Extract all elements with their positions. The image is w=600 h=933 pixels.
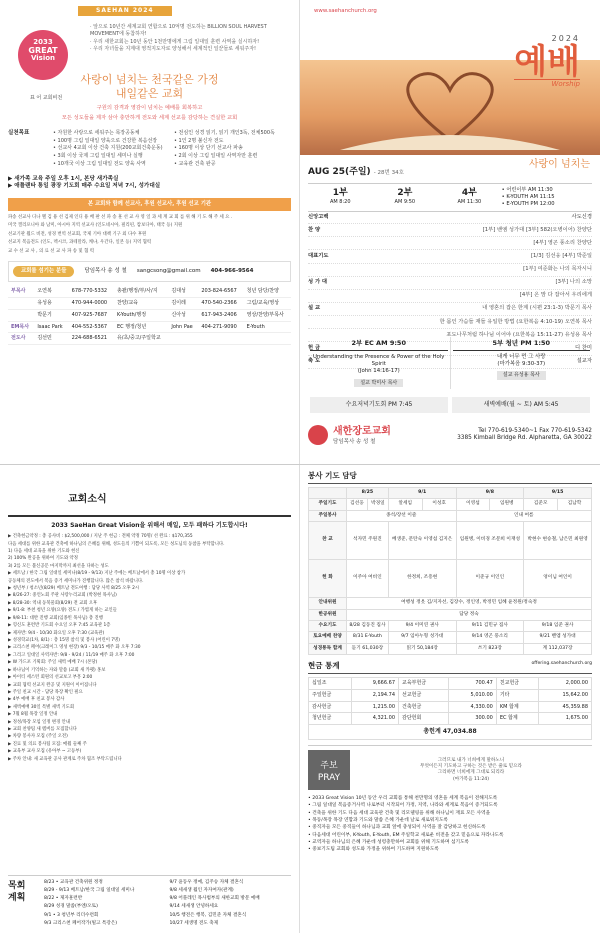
table-row: 십일조 9,666.67 교육부헌금 700.47 친교헌금 2,000.00 xyxy=(309,678,592,690)
prayer-title: 봉사 기도 담당 xyxy=(308,471,592,484)
email-link[interactable]: sangcsong@gmail.com xyxy=(136,267,201,274)
news-subtitle: 2033 SaeHan Great Vision을 위해서 매일, 모두 패하다 기도합시다! xyxy=(51,522,248,529)
list-item: 축 도 설교자 xyxy=(308,356,592,369)
worship-panel xyxy=(300,0,600,464)
table-row: EM목사 Isaac Park 404-552-5367 EC 행정/청년 John Pae 404-271-9090 E-Youth xyxy=(8,321,291,333)
offering-title: 현금 통계 offering.saehanchurch.org xyxy=(308,661,592,674)
offering-link[interactable]: offering.saehanchurch.org xyxy=(531,660,592,666)
service-panel xyxy=(300,465,600,933)
vision-panel xyxy=(0,0,300,464)
pray-badge: 주보 PRAY xyxy=(308,750,350,790)
table-row: 감사헌금 1,215.00 건축헌금 4,330.00 KM 합계 45,359.88 xyxy=(309,701,592,713)
table-row: 토요예배 찬양 8/31 E-Youth 9/7 임아누형 성가대 9/14 영곤 풍소리 9/21 밴엠 성가대 xyxy=(309,632,592,643)
slogan-sub-1: 구원의 감격과 영감이 넘치는 예배를 회복하고 xyxy=(96,104,203,111)
prayer-verse: 주보 PRAY 그러므로 내가 너희에게 말하노니 무엇이든지 기도하고 구하는 것은 받은 줄로 믿으라 그리하면 너희에게 그대로 되리라 (마가복음 11:24) xyxy=(308,745,592,790)
table-row: 수요기도 8/28 김동진 집사 9/4 이미연 권사 9/11 김민규 집사 9/18 임준 권사 xyxy=(309,620,592,631)
list-item: 포도나무처럼 하나님 이어야 (요한복음 15:11-27) 유성용 목사 xyxy=(308,329,592,342)
great-vision-logo: 2033 GREAT Vision xyxy=(18,30,68,80)
offering-table xyxy=(308,677,592,725)
vision-bullets: · 앞으로 10년간 세계교회 연합으로 10억명 전도하는 BILLION SOUL HARVEST MOVEMENT에 동참하자! · 우리 새한교회는 10년 동안 1천만명에게 그림 일대일 훈련 사역을 실시하자! · 우리 자녀들을 지계대 영적지도자로 양성해서 세계적인 일꾼들로 세워주자! xyxy=(90,24,267,53)
worship-title: 2024 예배 Worship xyxy=(514,34,580,88)
service-date: AUG 25(주일) - 28번 34호 xyxy=(308,167,404,177)
offering-total: 총헌계 47,034.88 xyxy=(308,725,592,740)
date-slogan: 사랑이 넘치는 xyxy=(528,159,590,170)
pastoral-plan: 목회 계획 8/23 • 교육관 건축위원 정정 9/7 윤동우 정예, 김주승 자체 결혼식 8/29 - 9/13 베트남/한국 그림 일대일 세미나 9/8 세새생 월인 자자여자(관계) 8/22 • 제자훈련반 9/8 어플레인 목사범부의 새한교회 방문 예배 8/29 성경 말씀(부엔/오토) 9/14 세새생 안녕하세요 9/1 • 3 청년부 리더수련회 10/5 행전은 행복, 김민준 자체 결혼식 9/3 크리스천 페어작가(빌고 특강은) 10/27 세생명 전도 축제 xyxy=(8,875,291,927)
staff-table xyxy=(8,286,291,345)
mission-bar: 본 교회와 함께 선교사, 후원 선교사, 후원 선교 기관 xyxy=(8,198,291,211)
announcements: ▶ 새가족 교육 주일 오후 1시, 본당 새가족실 ▶ 애틀랜타 통일 광장 기도회 매주 수요일 저녁 7시, 성가대실 xyxy=(8,175,161,190)
staff-header: 교회를 섬기는 분들 담임목사 송 성 철 sangcsong@gmail.com 404-966-9564 xyxy=(8,261,291,282)
prayer-topics: • 2033 Great Vision 10년 동안 우리 교회를 통해 천만명의 영혼을 세계 복음이 전해지도록 • 그림 일대일 복음증거사역 나로부터 시작되어 가정, 지역, 나라와 세계로 복음이 증거되도록 • 건축을 위한 기도 다음 세대 교육관 건축 및 리모델링을 위해 하나님이 재료 모든 사역을 • 목동/목장 목장 연합과 기도와 말씀 은혜 가운데 날로 새로워지도록 • 중직자들 모든 중직들이 하나님과 교회 앞에 충성되이 사역을 잘 감당하고 헌신하도록 • 다음세대 어린이부, K-Youth, E-Youth, EM 주일학교 새로운 비전을 갖고 믿음으로 자라나도록 • 교역자들 하나님의 은혜 가운데 성령충만하여 교회를 위해 기도하며 섬기도록 • 중보기도팀 교회와 성도와 가정을 위하여 기도하며 지원하도록 xyxy=(308,796,504,853)
list-item: 찬 양 [1부] 밴엠 성가대 [3부] 582(오병이어) 찬양단 xyxy=(308,224,592,237)
news-panel xyxy=(0,465,300,933)
table-row: 찬 교 석자민 주원진 베생준, 문탄숙 이영섭 김지은 임원병, 이비경 조문희 이재성 박현수 현승철, 남은민 최원영 xyxy=(309,522,592,560)
table-row: 주일기도 김선웅 박경일 알세임 이성호 이영섭 임원병 김준모 김남학 xyxy=(309,499,592,510)
duty-table: 8/25 9/1 9/8 9/15 주일기도 김선웅 박경일 알세임 이성호 이영섭 임원병 김준모 김남학 주일봉사 종석/장선 이즐 인내 여름 찬 교 석자민 주원진 베생준, 문탄숙 이영섭 김지은 임원병, 이비경 조문희 이재성 박현수 현승철, 남은민 최원영 헌 화 이주아 여비인 한정희, 조흥현 이준규 이인인 엉이님 여인이 안내위원 여행성 정옷 김/지자선, 김장수, 정인영, 박정민 임혜 윤정원/정숙정 한공위원 담당 정숙 수요기도 8/28 김동진 집사 9/4 이미연 권사 9/11 김민규 집사 9/18 임준 권사 토요예배 찬양 8/31 E-Youth 9/7 임아누형 성가대 9/14 영곤 풍소리 9/21 밴엠 성가대 성경통독 합계 듣기 61,030장 읽기 50,184장 쓰기 823장 계 112,037장 xyxy=(308,487,592,655)
table-row: 성경통독 합계 듣기 61,030장 읽기 50,184장 쓰기 823장 계 112,037장 xyxy=(309,643,592,654)
slogan-sub-2: 모든 성도들을 제자 삼아 충만하게 전도와 세계 선교를 감당하는 견실한 교회 xyxy=(61,114,238,121)
list-item: [1부] 여준화는 나의 목자시니 xyxy=(308,264,592,277)
saehan-badge: SAEHAN 2024 xyxy=(78,6,172,16)
news-title: 교회소식 xyxy=(68,494,107,506)
church-footer: 새한장로교회 담임목사 송 성 철 Tel 770-619-5340~1 Fax 770-619-5342 3385 Kimball Bridge Rd. Alpharetta, GA 30022 xyxy=(308,425,592,446)
news-list: ▶ 건축헌금약정 : 총 공사비 : $2,500,000 / 지난 주 헌금 : 전체 약정 70명/ 선 완료 : $170,355 다음 세대를 위한 교육관 건축에 하나님의 은혜를 위해, 성도들의 기쁨이 되도록, 모든 성도님의 동참을 부탁합니다. 1) 다음 세대 교육을 위한 기도와 헌신 2) 100% 완공을 위하여 기도와 약정 3) 2를 모든 불신공문 마지막까지 최선을 다하는 성도 ▶ 세트남 / 한국 그림 일대일 세미나(8/19 - 9/13) 지난 주에는 베트남에서 총 10명 이상 참가 공동체의 전도에서 복음 증거 세미나가 진행합니다. 많은 참석 바랍니다. ▶ 청년부 / 청소년(8/29) 베트남 전도여행 : 담당 사역 8/25 오후 2시 ▶ 8/26-27: 중언노회 주관 사랑누리교회 (박정현 목사님) ▶ 8/28-30: 역내 동북물회(8/29) 전 교회 오후 ▶ 9/1-8: 부천 청년 요양(요양) 전도 / 가볍게 하는 교인들 ▶ 9/8-11: 대반 진행 교회(임종빈 목사님) 총 진행 ▶ 헝신도 훈련반 기도회 수요일 오후 7:45 교육관 1층 ▶ 제자반: 9/4 - 10/30 화요일 오후 7:30 (교육관) ▶ 성경학교(1차, 8/1) : 총 15명 참석 및 봉사 (어린이 7명) ▶ 크리스천 페어(크레이그 영성 현장) 9/3 - 10/15 매주 화 오후 7:30 ▶ 그리고 일대일 사역자반: 9/8 - 9/24 / 11/19 매주 화 오후 7:00 ▶ W 가드포 기획회: 주일 새벽 예배 7시 (본당) ▶ 하나님이 기억하는 자와 말씀 (교회 새 카펫) 홍보 ▶ 아이티 세스턴 회원의 선교보고 부흥 2:00 ▶ 교회 협력 선교지 완공 및 지원이 이어집니다 ▶ 주일 친교 시간 - 담당 목장 확인 필요 ▶ 4부 예배 후 친교 봉사 감사 ▶ 새벽예배 30일 특별 새벽 기도회 ▶ 7월 8월 목장 일정 안내 ▶ 정성/목장 모임 일정 변경 안내 ▶ 교회 찬양팀 새 멤버를 모집합니다 ▶ 차량 봉사자 모집 (주일 오전) ▶ 진료 및 의료 봉사팀 모집: 매월 둘째 주 ▶ 교육부 교사 모집 (유아부 ~ 고등부) ▶ 주차 안내: 새 교육관 공사 관계로 주차 협조 부탁드립니다 xyxy=(8,534,225,762)
table-row: 박문기 407-925-7687 K-Youth/행정 신아성 617-943-2406 영상/찬양/부목사 xyxy=(8,309,291,321)
service-times: 1부 AM 8:20 2부 AM 9:50 4부 AM 11:30 • 어린이부 AM 11:30 • K-YOUTH AM 11:15 • E-YOUTH PM 12:00 xyxy=(308,183,592,212)
mission-text: 파송 선교사 디나 멜 김 용 선 김제 인디 용 배 판 선 파 송 훈 선 교 사 영 일 과 세 계 교 회 를 위 해 기 도 해 주 세 요 . 미국 캘리포니아 와 남미, 아시아 지역 선교사 (인도네시아, 필리핀, 캄보디아, 태국 등) 지원 선교기관 월드 비전, 성경 번역 선교회, 국제 기아 대책 기구 외 다수 후원 선교지 복음전도 (인도, 멕시코, 과테말라, 케냐, 우간다, 일본 등) 지역 협력 교 수 선 교 사 , 의 료 선 교 사 파 송 및 협 력 xyxy=(8,215,233,254)
list-item: 대표기도 [1/3] 김선웅 [4부] 박준일 xyxy=(308,250,592,263)
table-row: 부목사 오연복 678-770-5332 총괄/행정/부/사/지 김대성 203-824-6567 청년 담당/찬양 xyxy=(8,286,291,297)
list-item: 설 교 내 영혼의 잡은 한계 (시편 23:1-3) 박문기 목사 xyxy=(308,303,592,316)
phone-link[interactable]: 404-966-9564 xyxy=(210,267,254,274)
list-item: 헌 금 디 찬미 xyxy=(308,342,592,355)
list-item: [4부] 영곤 풍소리 찬양단 xyxy=(308,237,592,250)
list-item: [4부] 온 맘 다 잡아서 우리에게 xyxy=(308,290,592,303)
practice-goals: 실천목표 • 자원한 사랑으로 세워주는 목장공동체 • 전심인 성경 읽기, 읽기 개인3독, 전체500독 • 100명 그림 일대일 양육으로 건강한 복음선장 • 1인 2명 불신자 전도 • 선교사 4교회 이상 건축 지원(200교회건축운동) • 160명 이상 단기 선교사 파송 • 3회 이상 국제 그림 일대일 세미나 실행 • 2회 이상 그림 일대일 사역자만 훈련 • 10개국 이상 그림 일대일 전도 양육 사역 • 교육관 건축 완공 xyxy=(8,129,275,167)
website-link[interactable]: www.saehanchurch.org xyxy=(314,8,377,14)
table-row: 한공위원 담당 정숙 xyxy=(309,609,592,620)
list-item: 한 몸인 가슴들 재들 유일한 방법 (요한복음 4:10-19) 오연복 목사 xyxy=(308,316,592,329)
table-row: 주일봉사 종석/장선 이즐 인내 여름 xyxy=(309,510,592,521)
table-row: 안내위원 여행성 정옷 김/지자선, 김장수, 정인영, 박정민 임혜 윤정원/정숙정 xyxy=(309,598,592,609)
list-item: 성 가 대 [3부] 나의 소망 xyxy=(308,277,592,290)
table-row: 주일헌금 2,194.74 선교헌금 5,010.00 기타 15,642.00 xyxy=(309,689,592,701)
table-row: 청년헌금 4,321.00 감단헌회 300.00 EC 합계 1,675.00 xyxy=(309,713,592,725)
weekday-times: 수요저녁기도회 PM 7:45 새벽예배(월 ~ 토) AM 5:45 xyxy=(308,397,592,413)
list-item: 신앙고백 사도신경 xyxy=(308,211,592,224)
sermon-panels: 2부 EC AM 9:50 Understanding the Presence & Power of the Holy Spirit (John 14:16-17) 설교 박미사 목사 5부 청년 PM 1:50 내게 너무 먼 그 사랑 (마가복음 9:30-37) 설교 유성용 목사 xyxy=(308,337,592,389)
church-logo-icon xyxy=(308,425,328,445)
table-row: 전도사 김선민 224-688-6521 유/초/중고/주일학교 xyxy=(8,333,291,345)
table-row: 유성용 470-944-0000 찬양/교육 김이레 470-540-2366 그림/교육/영상 xyxy=(8,298,291,310)
table-row: 헌 화 이주아 여비인 한정희, 조흥현 이준규 이인인 엉이님 여인이 xyxy=(309,560,592,598)
slogan: 사랑이 넘치는 천국같은 가정 내일같은 교회 xyxy=(80,73,219,101)
vision-label: 표 어 교회비전 xyxy=(30,95,63,101)
